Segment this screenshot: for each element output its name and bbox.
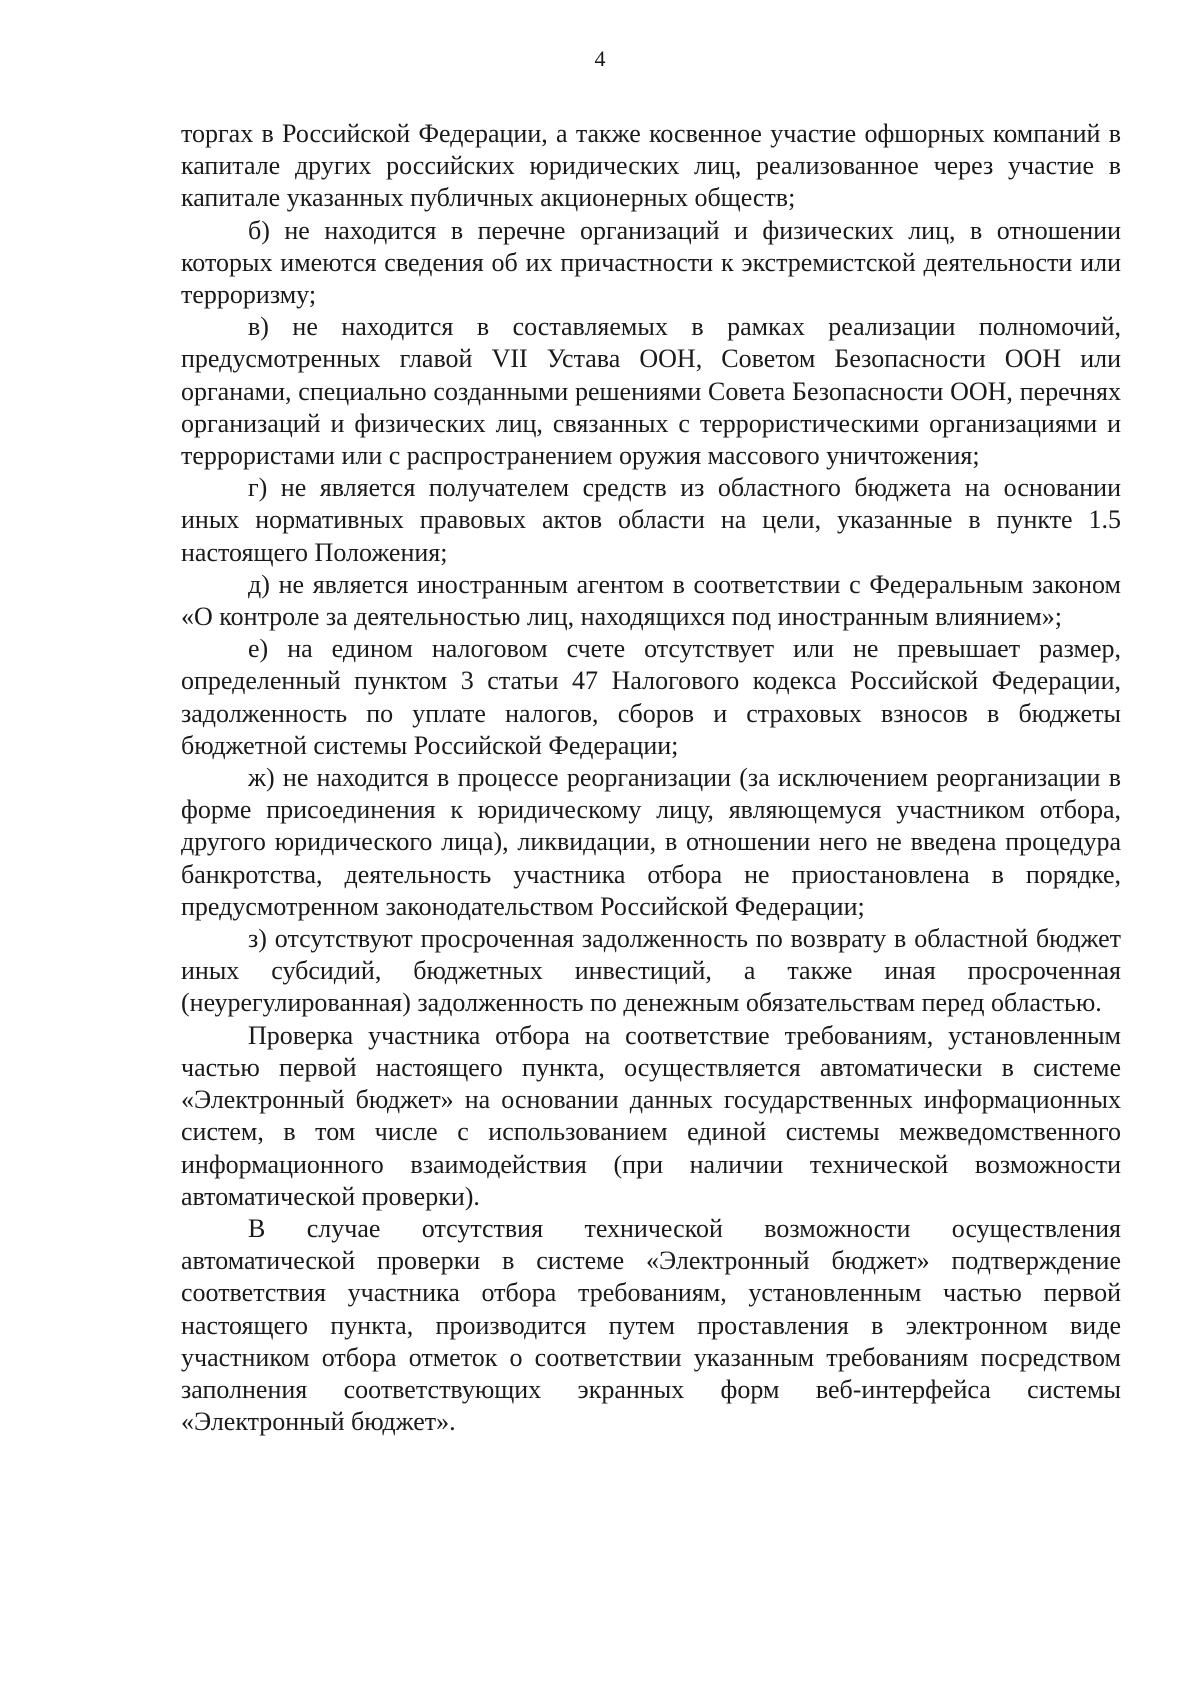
paragraph-item-d: д) не является иностранным агентом в соответствии с Федеральным законом «О контроле за деятельностью лиц, находящихся под иностранным влиянием»; [181, 569, 1121, 632]
document-body [181, 118, 1121, 1438]
page-number: 4 [594, 46, 606, 71]
paragraph-continuation: торгах в Российской Федерации, а также косвенное участие офшорных компаний в капитале других российских юридических лиц, реализованное через участие в капитале указанных публичных акционерных обществ; [181, 119, 1121, 213]
paragraph-item-e: е) на едином налоговом счете отсутствует или не превышает размер, определенный пунктом 3 статьи 47 Налогового кодекса Российской Федерации, задолженность по уплате налогов, сборов и страховых взносов в бюджеты бюджетной системы Российской Федерации; [181, 634, 1121, 760]
paragraph-item-b: б) не находится в перечне организаций и физических лиц, в отношении которых имеются сведения об их причастности к экстремистской деятельности или терроризму; [181, 215, 1121, 310]
paragraph-verification: Проверка участника отбора на соответствие требованиям, установленным частью первой настоящего пункта, осуществляется автоматически в системе «Электронный бюджет» на основании данных государственных информационных систем, в том числе с использованием единой системы межведомственного информационного взаимодействия (при наличии технической возможности автоматической проверки). [181, 1020, 1121, 1211]
paragraph-manual-confirmation: В случае отсутствия технической возможности осуществления автоматической проверки в системе «Электронный бюджет» подтверждение соответствия участника отбора требованиям, установленным частью первой настоящего пункта, производится путем проставления в электронном виде участником отбора отметок о соответствии указанным требованиям посредством заполнения соответствующих экранных форм веб-интерфейса системы «Электронный бюджет». [181, 1213, 1121, 1437]
paragraph-item-zh: ж) не находится в процессе реорганизации (за исключением реорганизации в форме присоединения к юридическому лицу, являющемуся участником отбора, другого юридического лица), ликвидации, в отношении него не введена процедура банкротства, деятельность участника отбора не приостановлена в порядке, предусмотренном законодательством Российской Федерации; [181, 763, 1121, 921]
paragraph-item-g: г) не является получателем средств из областного бюджета на основании иных нормативных правовых актов области на цели, указанные в пункте 1.5 настоящего Положения; [181, 473, 1121, 567]
paragraph-item-v: в) не находится в составляемых в рамках реализации полномочий, предусмотренных главой VII Устава ООН, Советом Безопасности ООН или органами, специально созданными решениями Совета Безопасности ООН, перечнях организаций и физических лиц, связанных с террористическими организациями и террористами или с распространением оружия массового уничтожения; [181, 312, 1121, 471]
paragraph-item-z: з) отсутствуют просроченная задолженность по возврату в областной бюджет иных субсидий, бюджетных инвестиций, а также иная просроченная (неурегулированная) задолженность по денежным обязательствам перед областью. [181, 924, 1121, 1018]
